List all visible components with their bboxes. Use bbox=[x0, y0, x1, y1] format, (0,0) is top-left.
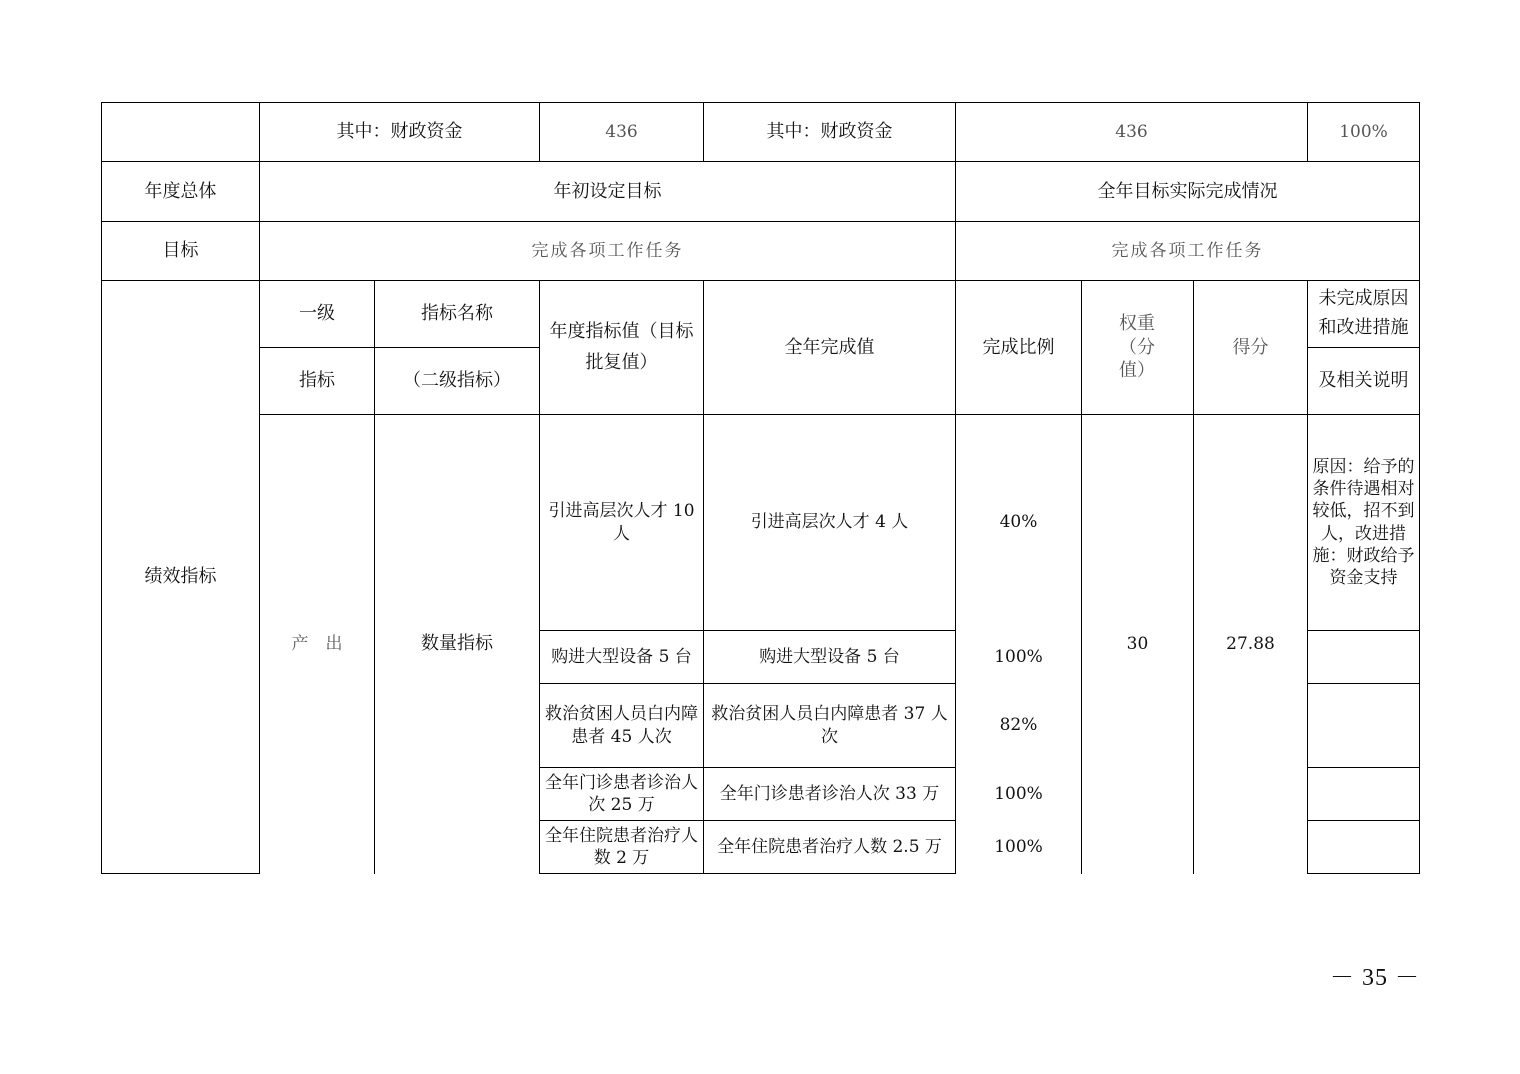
initial-goal-header: 年初设定目标 bbox=[553, 180, 662, 202]
weight-value: 30 bbox=[1126, 633, 1149, 654]
quantity-indicator: 数量指标 bbox=[421, 633, 493, 655]
actual-goal-header: 全年目标实际完成情况 bbox=[1097, 180, 1278, 202]
note-cell: 原因：给予的条件待遇相对较低，招不到人，改进措施：财政给予资金支持 bbox=[1312, 457, 1415, 588]
level2-header: （二级指标） bbox=[403, 370, 511, 392]
actual-goal-text: 完成各项工作任务 bbox=[1111, 240, 1264, 261]
target-cell: 全年住院患者治疗人数 2 万 bbox=[545, 825, 698, 868]
target-cell: 救治贫困人员白内障患者 45 人次 bbox=[545, 704, 698, 747]
ratio-cell: 82% bbox=[999, 715, 1038, 736]
target-cell: 购进大型设备 5 台 bbox=[551, 646, 692, 667]
actual-cell: 引进高层次人才 4 人 bbox=[750, 512, 909, 533]
actual-cell: 全年住院患者治疗人数 2.5 万 bbox=[717, 836, 942, 857]
ratio-cell: 100% bbox=[994, 646, 1043, 667]
weight-header: 权重（分值） bbox=[1119, 313, 1155, 382]
actual-value-header: 全年完成值 bbox=[784, 336, 875, 358]
note-cell bbox=[1308, 768, 1419, 820]
score-header: 得分 bbox=[1232, 336, 1269, 358]
goal-label: 目标 bbox=[162, 240, 199, 262]
fiscal-funds-value: 436 bbox=[605, 121, 638, 142]
target-cell: 引进高层次人才 10 人 bbox=[548, 501, 695, 544]
fiscal-funds-actual-value: 436 bbox=[1115, 121, 1148, 142]
level1-header: 一级 bbox=[299, 303, 335, 325]
annual-goal-label: 年度总体 bbox=[144, 180, 217, 202]
note-cell bbox=[1308, 821, 1419, 873]
target-cell: 全年门诊患者诊治人次 25 万 bbox=[545, 772, 698, 815]
level1-output: 产 出 bbox=[291, 633, 343, 654]
target-value-header: 年度指标值（目标批复值） bbox=[549, 320, 694, 373]
reason-header-sub: 及相关说明 bbox=[1318, 370, 1409, 392]
ratio-cell: 100% bbox=[994, 783, 1043, 804]
fiscal-funds-label: 其中：财政资金 bbox=[336, 121, 463, 143]
reason-header: 未完成原因和改进措施 bbox=[1318, 288, 1409, 338]
actual-cell: 全年门诊患者诊治人次 33 万 bbox=[719, 783, 940, 804]
execution-ratio: 100% bbox=[1339, 121, 1388, 142]
note-cell bbox=[1308, 631, 1419, 683]
actual-cell: 救治贫困人员白内障患者 37 人次 bbox=[711, 704, 948, 747]
performance-indicator-label: 绩效指标 bbox=[144, 566, 217, 588]
initial-goal-text: 完成各项工作任务 bbox=[531, 240, 684, 261]
level1-header-sub: 指标 bbox=[299, 370, 335, 392]
actual-cell: 购进大型设备 5 台 bbox=[759, 646, 900, 667]
score-value: 27.88 bbox=[1226, 633, 1275, 654]
indicator-name-header: 指标名称 bbox=[421, 303, 493, 325]
ratio-cell: 100% bbox=[994, 836, 1043, 857]
fiscal-funds-actual-label: 其中：财政资金 bbox=[766, 121, 893, 143]
completion-ratio-header: 完成比例 bbox=[982, 336, 1055, 358]
page-number: － 35 － bbox=[1330, 965, 1420, 991]
ratio-cell: 40% bbox=[999, 512, 1038, 533]
note-cell bbox=[1308, 684, 1419, 767]
